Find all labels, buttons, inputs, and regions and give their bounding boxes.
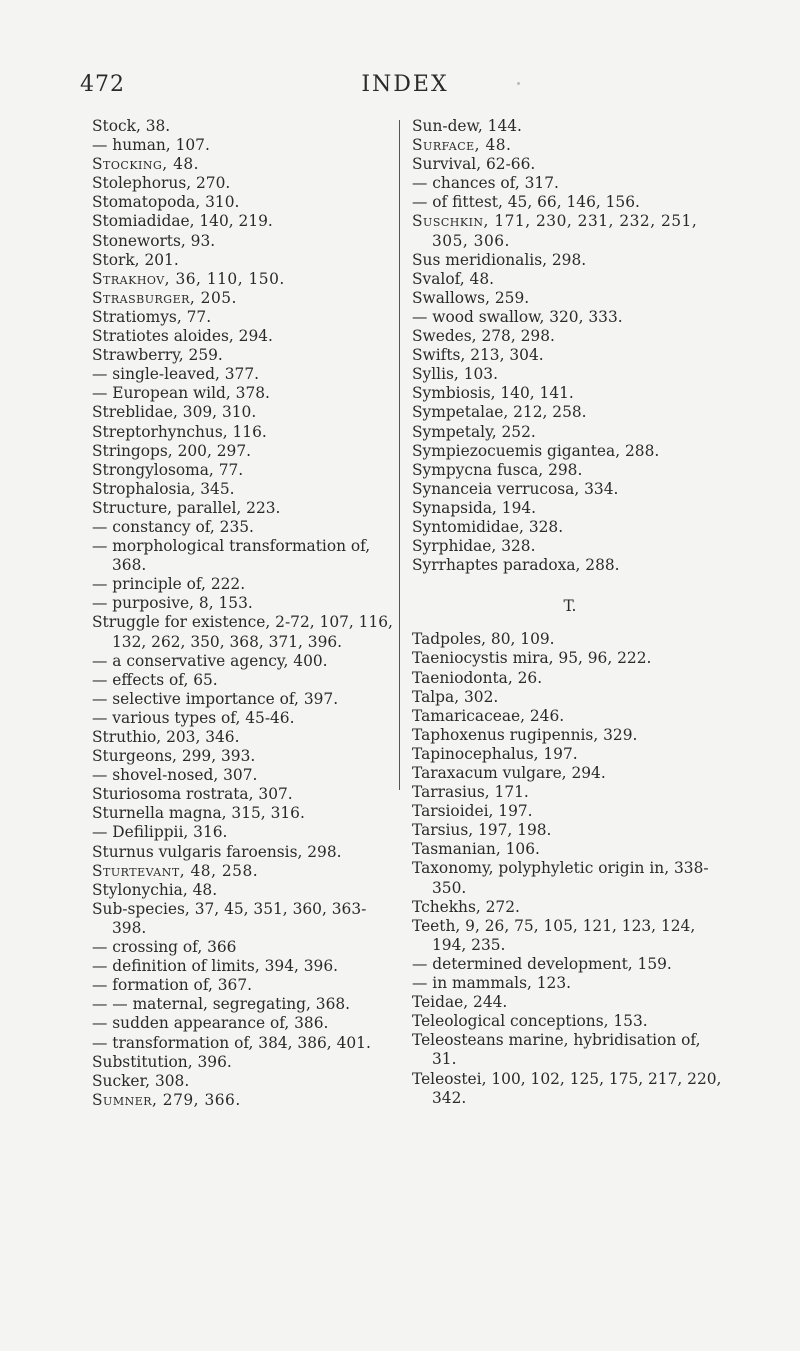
- index-entry: Swallows, 259.: [412, 288, 530, 307]
- index-entry: Tarrasius, 171.: [412, 783, 529, 802]
- index-entry: — shovel-nosed, 307.: [92, 766, 258, 785]
- column-divider: [399, 120, 400, 790]
- index-entry: — European wild, 378.: [92, 384, 270, 403]
- index-entry: Tarsioidei, 197.: [412, 802, 533, 821]
- index-entry: Teleostei, 100, 102, 125, 175, 217, 220, 342.: [412, 1069, 722, 1107]
- index-entry: Survival, 62-66.: [412, 155, 536, 174]
- index-entry: Teleosteans marine, hybridisation of, 31.: [412, 1031, 701, 1069]
- index-entry: Stratiomys, 77.: [92, 307, 212, 326]
- page-title: INDEX: [361, 72, 449, 97]
- index-entry: Surface, 48.: [412, 136, 512, 155]
- index-entry: Sturtevant, 48, 258.: [92, 861, 259, 880]
- index-entry: — transformation of, 384, 386, 401.: [92, 1033, 371, 1052]
- page-header: [80, 72, 730, 108]
- index-entry: Symbiosis, 140, 141.: [412, 384, 574, 403]
- index-entry: Struggle for existence, 2-72, 107, 116, 132, 262, 350, 368, 371, 396.: [92, 613, 393, 651]
- index-section-s-continued: [412, 117, 728, 575]
- index-entry: — human, 107.: [92, 136, 210, 155]
- index-entry: Talpa, 302.: [412, 687, 499, 706]
- index-entry: Sympetalae, 212, 258.: [412, 403, 587, 422]
- index-entry: — in mammals, 123.: [412, 974, 572, 993]
- index-entry: — constancy of, 235.: [92, 517, 254, 536]
- index-entry: Svalof, 48.: [412, 269, 495, 288]
- index-entry: — sudden appearance of, 386.: [92, 1014, 329, 1033]
- index-entry: — Defilippii, 316.: [92, 823, 228, 842]
- index-entry: Tadpoles, 80, 109.: [412, 630, 555, 649]
- index-entry: Synanceia verrucosa, 334.: [412, 479, 619, 498]
- index-entry: Streblidae, 309, 310.: [92, 403, 257, 422]
- index-entry: Sus meridionalis, 298.: [412, 250, 587, 269]
- index-entry: — of fittest, 45, 66, 146, 156.: [412, 193, 640, 212]
- index-entry: Tapinocephalus, 197.: [412, 744, 578, 763]
- index-entry: — chances of, 317.: [412, 174, 559, 193]
- index-entry: Stolephorus, 270.: [92, 174, 231, 193]
- index-entry: Suschkin, 171, 230, 231, 232, 251, 305, 306.: [412, 212, 698, 250]
- index-entry: Stocking, 48.: [92, 155, 200, 174]
- index-entry: Stomatopoda, 310.: [92, 193, 240, 212]
- index-entry: Synapsida, 194.: [412, 498, 537, 517]
- index-entry: Tchekhs, 272.: [412, 897, 520, 916]
- index-entry: Swedes, 278, 298.: [412, 327, 555, 346]
- index-entry: — determined development, 159.: [412, 954, 672, 973]
- index-entry: Teidae, 244.: [412, 993, 508, 1012]
- index-entry: Stratiotes aloides, 294.: [92, 327, 273, 346]
- index-entry: Sympycna fusca, 298.: [412, 460, 583, 479]
- index-entry: Taphoxenus rugipennis, 329.: [412, 725, 638, 744]
- index-entry: Teeth, 9, 26, 75, 105, 121, 123, 124, 194, 235.: [412, 916, 696, 954]
- index-entry: Tarsius, 197, 198.: [412, 821, 552, 840]
- index-entry: Sub-species, 37, 45, 351, 360, 363-398.: [92, 899, 367, 937]
- index-entry: Sturgeons, 299, 393.: [92, 747, 256, 766]
- index-entry: — effects of, 65.: [92, 670, 218, 689]
- index-entry: — wood swallow, 320, 333.: [412, 307, 623, 326]
- index-entry: Stylonychia, 48.: [92, 880, 218, 899]
- index-column-left: [92, 117, 394, 1110]
- index-entry: Sympetaly, 252.: [412, 422, 536, 441]
- index-entry: Taxonomy, polyphyletic origin in, 338-350.: [412, 859, 709, 897]
- index-entry: Strawberry, 259.: [92, 346, 223, 365]
- index-entry: — various types of, 45-46.: [92, 708, 295, 727]
- index-entry: Stringops, 200, 297.: [92, 441, 252, 460]
- index-entry: Taeniocystis mira, 95, 96, 222.: [412, 649, 652, 668]
- index-entry: Swifts, 213, 304.: [412, 346, 544, 365]
- index-entry: Strakhov, 36, 110, 150.: [92, 269, 285, 288]
- index-entry: Strophalosia, 345.: [92, 479, 235, 498]
- index-entry: Taeniodonta, 26.: [412, 668, 543, 687]
- index-entry: — selective importance of, 397.: [92, 689, 339, 708]
- page-number: 472: [80, 72, 125, 97]
- index-entry: Syrrhaptes paradoxa, 288.: [412, 556, 620, 575]
- index-column-right: [412, 117, 728, 1108]
- index-entry: — — maternal, segregating, 368.: [92, 995, 351, 1014]
- index-entry: — crossing of, 366: [92, 938, 237, 957]
- index-entry: Stoneworts, 93.: [92, 231, 216, 250]
- index-entry: Teleological conceptions, 153.: [412, 1012, 648, 1031]
- index-entry: Tamaricaceae, 246.: [412, 706, 565, 725]
- index-entry: Sturnus vulgaris faroensis, 298.: [92, 842, 342, 861]
- index-entry: Sympiezocuemis gigantea, 288.: [412, 441, 660, 460]
- index-entry: — principle of, 222.: [92, 575, 246, 594]
- index-entry: Stock, 38.: [92, 117, 171, 135]
- index-entry: Stomiadidae, 140, 219.: [92, 212, 273, 231]
- index-entry: Structure, parallel, 223.: [92, 498, 281, 517]
- index-entry: Sturnella magna, 315, 316.: [92, 804, 305, 823]
- section-heading-t: T.: [563, 597, 577, 616]
- index-entry: — a conservative agency, 400.: [92, 651, 328, 670]
- index-entry: Syntomididae, 328.: [412, 517, 564, 536]
- index-entry: — purposive, 8, 153.: [92, 594, 253, 613]
- index-entry: — definition of limits, 394, 396.: [92, 957, 339, 976]
- index-section-t: [412, 630, 728, 1107]
- index-entry: Sun-dew, 144.: [412, 117, 522, 135]
- index-entry: Stork, 201.: [92, 250, 179, 269]
- index-entry: Struthio, 203, 346.: [92, 728, 240, 746]
- index-entry: Streptorhynchus, 116.: [92, 422, 267, 441]
- index-entry: Strongylosoma, 77.: [92, 460, 244, 479]
- index-entry: — morphological transformation of, 368.: [92, 537, 371, 575]
- index-entry: Taraxacum vulgare, 294.: [412, 764, 606, 782]
- index-entry: Sturiosoma rostrata, 307.: [92, 785, 293, 804]
- index-entry: Sumner, 279, 366.: [92, 1090, 241, 1109]
- print-speck: [517, 82, 520, 85]
- index-entry: — formation of, 367.: [92, 976, 253, 995]
- index-entry: Strasburger, 205.: [92, 288, 237, 307]
- index-entry: Sucker, 308.: [92, 1071, 190, 1090]
- index-entry: Syrphidae, 328.: [412, 537, 536, 556]
- index-entry: — single-leaved, 377.: [92, 365, 260, 384]
- index-entry: Syllis, 103.: [412, 365, 498, 384]
- index-entry: Substitution, 396.: [92, 1052, 232, 1071]
- index-entry: Tasmanian, 106.: [412, 840, 540, 859]
